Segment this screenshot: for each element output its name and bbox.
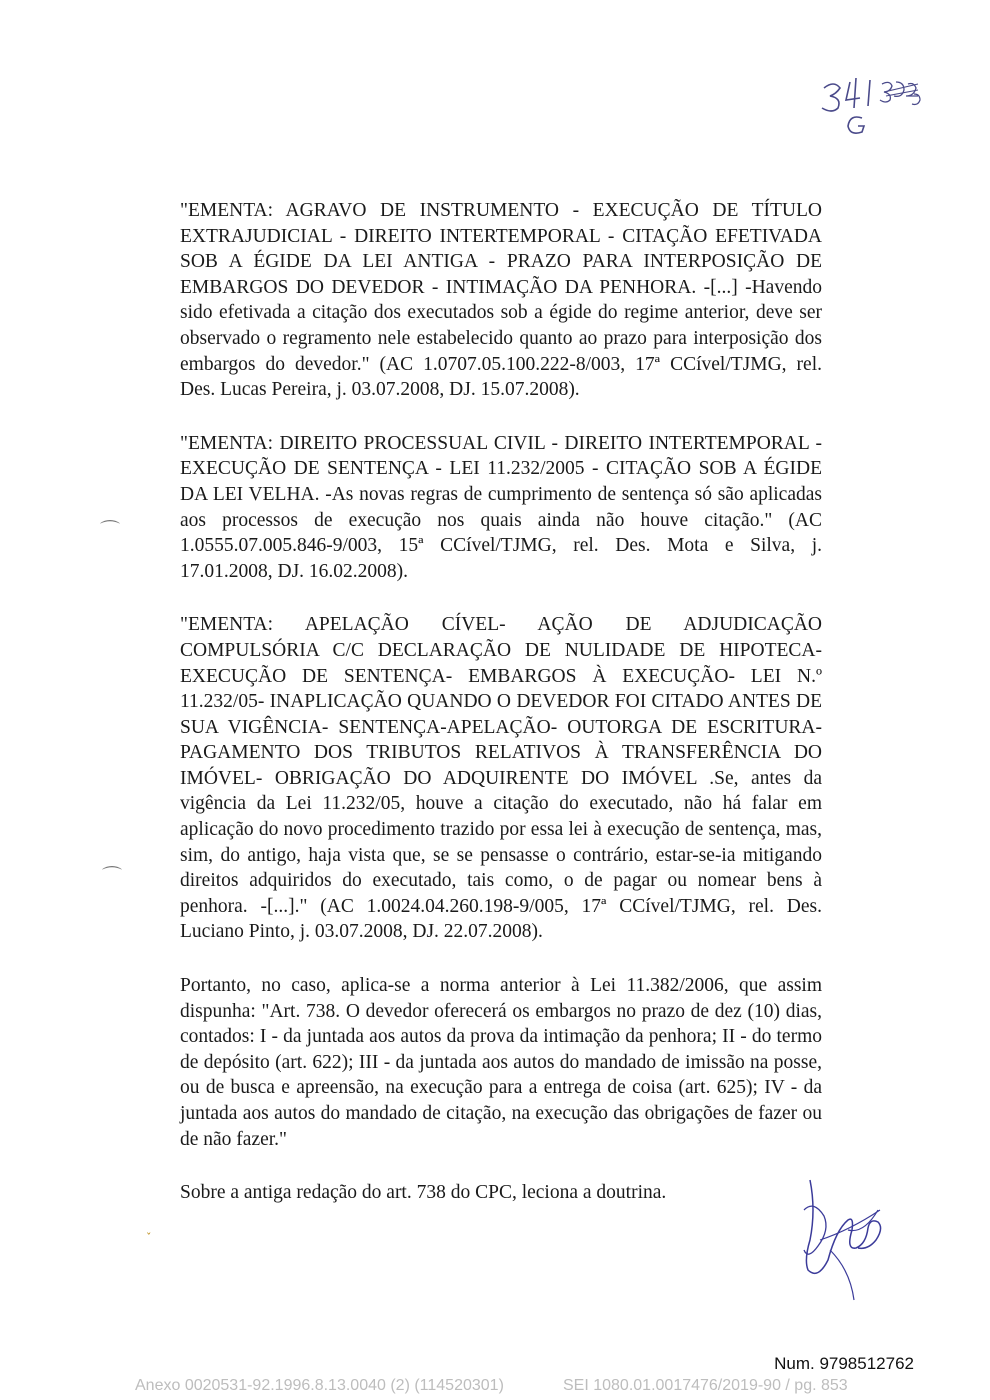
footer-right-reference: SEI 1080.01.0017476/2019-90 / pg. 853 <box>563 1377 848 1394</box>
ementa-paragraph-2: "EMENTA: DIREITO PROCESSUAL CIVIL - DIREITO INTERTEMPORAL - EXECUÇÃO DE SENTENÇA - LEI 11.232/2005 - CITAÇÃO SOB A ÉGIDE DA LEI VELHA. -As novas regras de cumprimento de sentença só são aplicadas aos processos de execução nos quais ainda não houve citação." (AC 1.0555.07.005.846-9/003, 15ª CCível/TJMG, rel. Des. Mota e Silva, j. 17.01.2008, DJ. 16.02.2008). <box>180 432 822 582</box>
footer-left-reference: Anexo 0020531-92.1996.8.13.0040 (2) (114520301) <box>135 1377 504 1394</box>
handwritten-folio-mark <box>818 74 968 144</box>
folio-handwriting-icon <box>818 74 968 144</box>
ementa-paragraph-1: "EMENTA: AGRAVO DE INSTRUMENTO - EXECUÇÃO DE TÍTULO EXTRAJUDICIAL - DIREITO INTERTEMPORAL - CITAÇÃO EFETIVADA SOB A ÉGIDE DA LEI ANTIGA - PRAZO PARA INTERPOSIÇÃO DE EMBARGOS DO DEVEDOR - INTIMAÇÃO DA PENHORA. -[...] -Havendo sido efetivada a citação dos executados sob a égide do regime anterior, deve ser observado o regramento nele estabelecido quanto ao prazo para interposição dos embargos do devedor." (AC 1.0707.05.100.222-8/003, 17ª CCível/TJMG, rel. Des. Lucas Pereira, j. 03.07.2008, DJ. 15.07.2008). <box>180 200 822 401</box>
signature-icon <box>790 1170 900 1310</box>
ementa-paragraph-3: "EMENTA: APELAÇÃO CÍVEL- AÇÃO DE ADJUDICAÇÃO COMPULSÓRIA C/C DECLARAÇÃO DE NULIDADE DE HIPOTECA- EXECUÇÃO DE SENTENÇA- EMBARGOS À EXECUÇÃO- LEI N.º 11.232/05- INAPLICAÇÃO QUANDO O DEVEDOR FOI CITADO ANTES DE SUA VIGÊNCIA- SENTENÇA-APELAÇÃO- OUTORGA DE ESCRITURA- PAGAMENTO DOS TRIBUTOS RELATIVOS À TRANSFERÊNCIA DO IMÓVEL- OBRIGAÇÃO DO ADQUIRENTE DO IMÓVEL .Se, antes da vigência da Lei 11.232/05, houve a citação do executado, não há falar em aplicação do novo procedimento trazido por essa lei à execução de sentença, mas, sim, do antigo, haja vista que, se se pensasse o contrário, estar-se-ia mitigando direitos adquiridos do executado, tais como, o de pagar ou nomear bens à penhora. -[...]." (AC 1.0024.04.260.198-9/005, 17ª CCível/TJMG, rel. Des. Luciano Pinto, j. 03.07.2008, DJ. 22.07.2008). <box>180 614 822 943</box>
body-paragraph-sobre: Sobre a antiga redação do art. 738 do CPC, leciona a doutrina. <box>180 1182 667 1204</box>
body-paragraph-portanto: Portanto, no caso, aplica-se a norma anterior à Lei 11.382/2006, que assim dispunha: "Art. 738. O devedor oferecerá os embargos no prazo de dez (10) dias, contados: I - da juntada aos autos da prova da intimação da penhora; II - do termo de depósito (art. 622); III - da juntada aos autos do mandado de imissão na posse, ou de busca e apreensão, na execução para a entrega de coisa (art. 625); IV - da juntada aos autos do mandado de citação, na execução das obrigações de fazer ou de não fazer." <box>180 975 822 1150</box>
margin-tick-mark: ⌒ <box>102 864 122 888</box>
margin-tick-mark: ⌒ <box>100 518 120 542</box>
document-number: Num. 9798512762 <box>774 1354 914 1373</box>
margin-dot-mark: ˇ <box>146 1231 152 1244</box>
handwritten-signature <box>790 1170 900 1310</box>
document-body <box>180 198 822 1206</box>
